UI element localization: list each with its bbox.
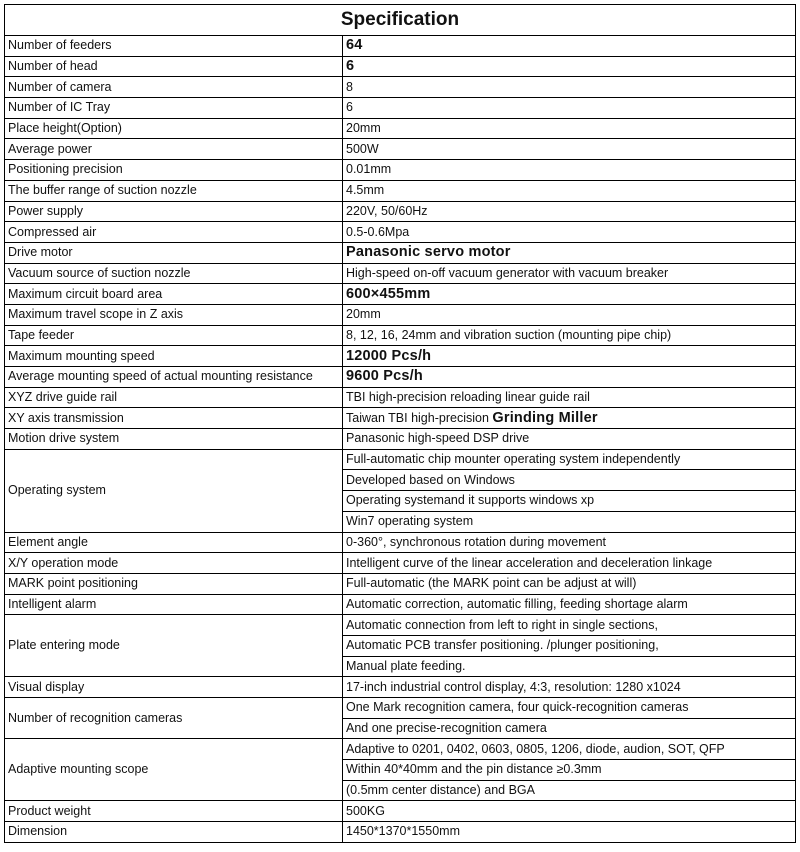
- spec-label: Place height(Option): [5, 118, 343, 139]
- spec-label: Plate entering mode: [5, 615, 343, 677]
- spec-row: [5, 822, 796, 843]
- spec-row: [5, 429, 796, 450]
- spec-row: [5, 387, 796, 408]
- title-row: [5, 5, 796, 36]
- spec-value: Full-automatic chip mounter operating system independently: [343, 449, 796, 470]
- spec-value: 0-360°, synchronous rotation during movement: [343, 532, 796, 553]
- spec-value: Win7 operating system: [343, 511, 796, 532]
- spec-label: Power supply: [5, 201, 343, 222]
- spec-value-prefix: Taiwan TBI high-precision: [346, 410, 493, 425]
- spec-row: [5, 698, 796, 719]
- spec-row: [5, 346, 796, 367]
- spec-value: Automatic correction, automatic filling, feeding shortage alarm: [343, 594, 796, 615]
- spec-value: And one precise-recognition camera: [343, 718, 796, 739]
- spec-row: [5, 160, 796, 181]
- spec-row: [5, 222, 796, 243]
- spec-value: 220V, 50/60Hz: [343, 201, 796, 222]
- spec-value: Manual plate feeding.: [343, 656, 796, 677]
- spec-value: One Mark recognition camera, four quick-recognition cameras: [343, 698, 796, 719]
- spec-row: [5, 532, 796, 553]
- spec-label: Maximum travel scope in Z axis: [5, 304, 343, 325]
- spec-row: [5, 180, 796, 201]
- spec-row: [5, 284, 796, 305]
- spec-label: Average power: [5, 139, 343, 160]
- spec-value-emphasis: Grinding Miller: [492, 409, 598, 426]
- spec-value: 17-inch industrial control display, 4:3, resolution: 1280 x1024: [343, 677, 796, 698]
- spec-row: [5, 242, 796, 263]
- spec-row: [5, 594, 796, 615]
- spec-value: TBI high-precision reloading linear guide rail: [343, 387, 796, 408]
- spec-label: Compressed air: [5, 222, 343, 243]
- spec-label: The buffer range of suction nozzle: [5, 180, 343, 201]
- spec-value: Automatic connection from left to right in single sections,: [343, 615, 796, 636]
- spec-value: Panasonic high-speed DSP drive: [343, 429, 796, 450]
- spec-row: [5, 367, 796, 388]
- spec-value: 20mm: [343, 304, 796, 325]
- spec-value: 0.5-0.6Mpa: [343, 222, 796, 243]
- spec-row: [5, 739, 796, 760]
- spec-row: [5, 801, 796, 822]
- spec-row: [5, 573, 796, 594]
- spec-row: [5, 615, 796, 636]
- spec-label: Product weight: [5, 801, 343, 822]
- spec-value: 6: [343, 56, 796, 77]
- spec-label: Element angle: [5, 532, 343, 553]
- spec-row: [5, 325, 796, 346]
- spec-value: 12000 Pcs/h: [343, 346, 796, 367]
- spec-value: 9600 Pcs/h: [343, 367, 796, 388]
- spec-row: [5, 201, 796, 222]
- spec-label: Number of feeders: [5, 36, 343, 57]
- spec-label: X/Y operation mode: [5, 553, 343, 574]
- spec-value: Within 40*40mm and the pin distance ≥0.3mm: [343, 760, 796, 781]
- spec-value: Panasonic servo motor: [343, 242, 796, 263]
- spec-value: 8, 12, 16, 24mm and vibration suction (mounting pipe chip): [343, 325, 796, 346]
- spec-value: 0.01mm: [343, 160, 796, 181]
- spec-label: XYZ drive guide rail: [5, 387, 343, 408]
- spec-value: Intelligent curve of the linear acceleration and deceleration linkage: [343, 553, 796, 574]
- spec-value: 6: [343, 98, 796, 119]
- spec-label: Average mounting speed of actual mounting resistance: [5, 367, 343, 388]
- spec-label: MARK point positioning: [5, 573, 343, 594]
- spec-value: High-speed on-off vacuum generator with vacuum breaker: [343, 263, 796, 284]
- spec-value: 8: [343, 77, 796, 98]
- spec-value: 600×455mm: [343, 284, 796, 305]
- spec-row: [5, 98, 796, 119]
- spec-value: Developed based on Windows: [343, 470, 796, 491]
- table-title: Specification: [5, 5, 796, 36]
- spec-row: [5, 449, 796, 470]
- spec-value: 500KG: [343, 801, 796, 822]
- spec-row: [5, 139, 796, 160]
- spec-label: Operating system: [5, 449, 343, 532]
- spec-label: Number of recognition cameras: [5, 698, 343, 739]
- spec-label: Vacuum source of suction nozzle: [5, 263, 343, 284]
- spec-value: Full-automatic (the MARK point can be adjust at will): [343, 573, 796, 594]
- spec-label: Intelligent alarm: [5, 594, 343, 615]
- spec-value: 500W: [343, 139, 796, 160]
- spec-value: 4.5mm: [343, 180, 796, 201]
- spec-row: [5, 36, 796, 57]
- spec-label: Tape feeder: [5, 325, 343, 346]
- spec-value: (0.5mm center distance) and BGA: [343, 780, 796, 801]
- spec-row: [5, 304, 796, 325]
- spec-label: Maximum mounting speed: [5, 346, 343, 367]
- specification-table: [4, 4, 796, 843]
- spec-label: Visual display: [5, 677, 343, 698]
- spec-value: 1450*1370*1550mm: [343, 822, 796, 843]
- spec-label: Motion drive system: [5, 429, 343, 450]
- spec-value: Operating systemand it supports windows xp: [343, 491, 796, 512]
- spec-value: Automatic PCB transfer positioning. /plunger positioning,: [343, 635, 796, 656]
- spec-row: [5, 56, 796, 77]
- spec-row: [5, 263, 796, 284]
- spec-label: Dimension: [5, 822, 343, 843]
- spec-value: 64: [343, 36, 796, 57]
- spec-label: Number of head: [5, 56, 343, 77]
- spec-row: [5, 553, 796, 574]
- spec-row: [5, 408, 796, 429]
- spec-label: Maximum circuit board area: [5, 284, 343, 305]
- spec-label: Number of IC Tray: [5, 98, 343, 119]
- spec-label: Drive motor: [5, 242, 343, 263]
- spec-label: Adaptive mounting scope: [5, 739, 343, 801]
- spec-value: 20mm: [343, 118, 796, 139]
- spec-value: [343, 408, 796, 429]
- spec-label: XY axis transmission: [5, 408, 343, 429]
- spec-row: [5, 118, 796, 139]
- spec-row: [5, 677, 796, 698]
- spec-label: Number of camera: [5, 77, 343, 98]
- spec-label: Positioning precision: [5, 160, 343, 181]
- spec-row: [5, 77, 796, 98]
- spec-value: Adaptive to 0201, 0402, 0603, 0805, 1206, diode, audion, SOT, QFP: [343, 739, 796, 760]
